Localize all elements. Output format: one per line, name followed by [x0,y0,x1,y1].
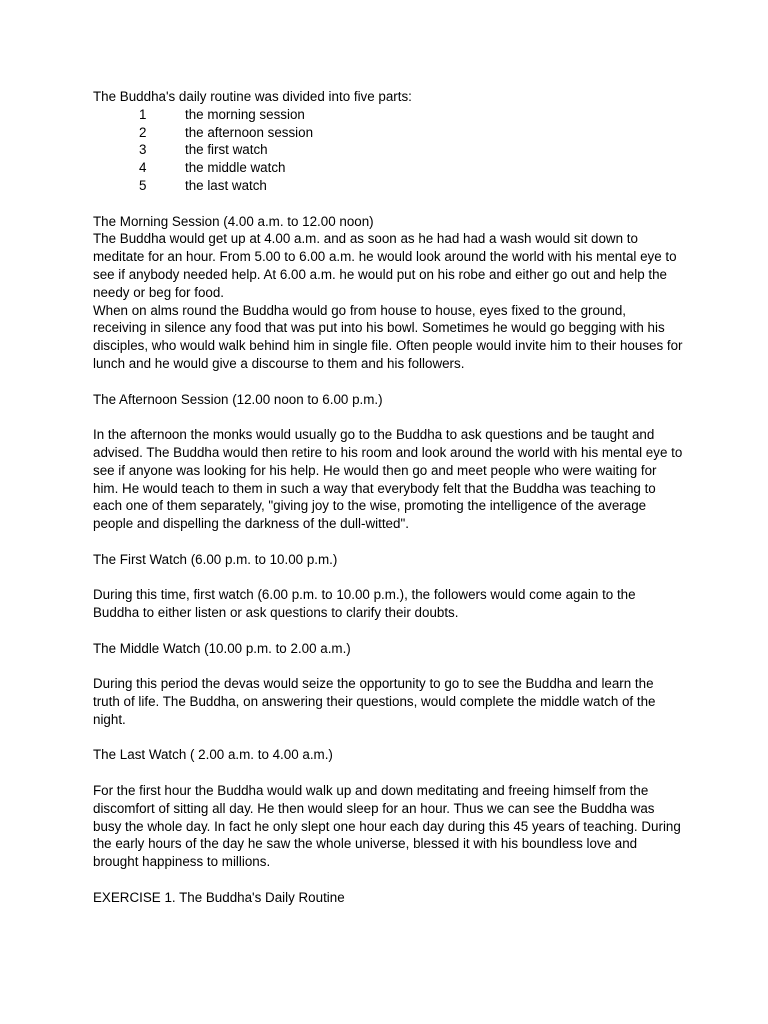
spacer [93,764,683,782]
middle-watch-heading: The Middle Watch (10.00 p.m. to 2.00 a.m.) [93,640,351,656]
list-item-label: the morning session [185,106,305,122]
spacer [93,195,683,213]
morning-heading: The Morning Session (4.00 a.m. to 12.00 noon) [93,213,374,229]
list-item [93,124,683,142]
spacer [93,373,683,391]
list-item-label: the afternoon session [185,124,314,140]
list-item [93,106,683,124]
last-watch-paragraph: For the first hour the Buddha would walk up and down meditating and freeing himself from the discomfort of sitting all day. He then would sleep for an hour. Thus we can see the Buddha was busy the whole day. In fact he only slept one hour each day during this 45 years of teaching. During the early hours of the day he saw the whole universe, blessed it with his boundless love and brought happiness to millions. [93,783,681,870]
spacer [93,569,683,587]
spacer [93,729,683,747]
list-item-number: 1 [139,106,147,122]
first-watch-paragraph: During this time, first watch (6.00 p.m. to 10.00 p.m.), the followers would come again to the Buddha to either listen or ask questions to clarify their doubts. [93,587,636,621]
afternoon-heading: The Afternoon Session (12.00 noon to 6.00 p.m.) [93,391,383,407]
middle-watch-paragraph: During this period the devas would seize the opportunity to go to see the Buddha and learn the truth of life. The Buddha, on answering their questions, would complete the middle watch of the night. [93,676,656,727]
list-item [93,159,683,177]
list-item-label: the first watch [185,142,268,158]
list-item-label: the middle watch [185,160,286,176]
parts-list [93,106,683,195]
document-body [93,88,683,907]
list-item [93,177,683,195]
spacer [93,658,683,676]
morning-paragraph-1: The Buddha would get up at 4.00 a.m. and as soon as he had had a wash would sit down to meditate for an hour. From 5.00 to 6.00 a.m. he would look around the world with his mental eye to see if anybody needed help. At 6.00 a.m. he would put on his robe and either go out and help the needy or beg for food. [93,231,677,300]
last-watch-heading: The Last Watch ( 2.00 a.m. to 4.00 a.m.) [93,747,333,763]
spacer [93,622,683,640]
list-item-number: 4 [139,160,147,176]
spacer [93,408,683,426]
exercise-heading: EXERCISE 1. The Buddha's Daily Routine [93,889,345,905]
afternoon-paragraph: In the afternoon the monks would usually go to the Buddha to ask questions and be taught and advised. The Buddha would then retire to his room and look around the world with his mental eye to see if anyone was looking for his help. He would then go and meet people who were waiting for him. He would teach to them in such a way that everybody felt that the Buddha was teaching to each one of them separately, "giving joy to the wise, promoting the intelligence of the average people and dispelling the darkness of the dull-witted". [93,427,683,532]
spacer [93,871,683,889]
list-item-number: 5 [139,177,147,193]
list-item-number: 2 [139,124,147,140]
spacer [93,533,683,551]
first-watch-heading: The First Watch (6.00 p.m. to 10.00 p.m.) [93,551,338,567]
list-item-label: the last watch [185,177,267,193]
list-item [93,141,683,159]
intro-text: The Buddha's daily routine was divided into five parts: [93,89,412,104]
morning-paragraph-2: When on alms round the Buddha would go from house to house, eyes fixed to the ground, receiving in silence any food that was put into his bowl. Sometimes he would go begging with his disciples, who would walk behind him in single file. Often people would invite him to their houses for lunch and he would give a discourse to them and his followers. [93,302,683,371]
list-item-number: 3 [139,142,147,158]
